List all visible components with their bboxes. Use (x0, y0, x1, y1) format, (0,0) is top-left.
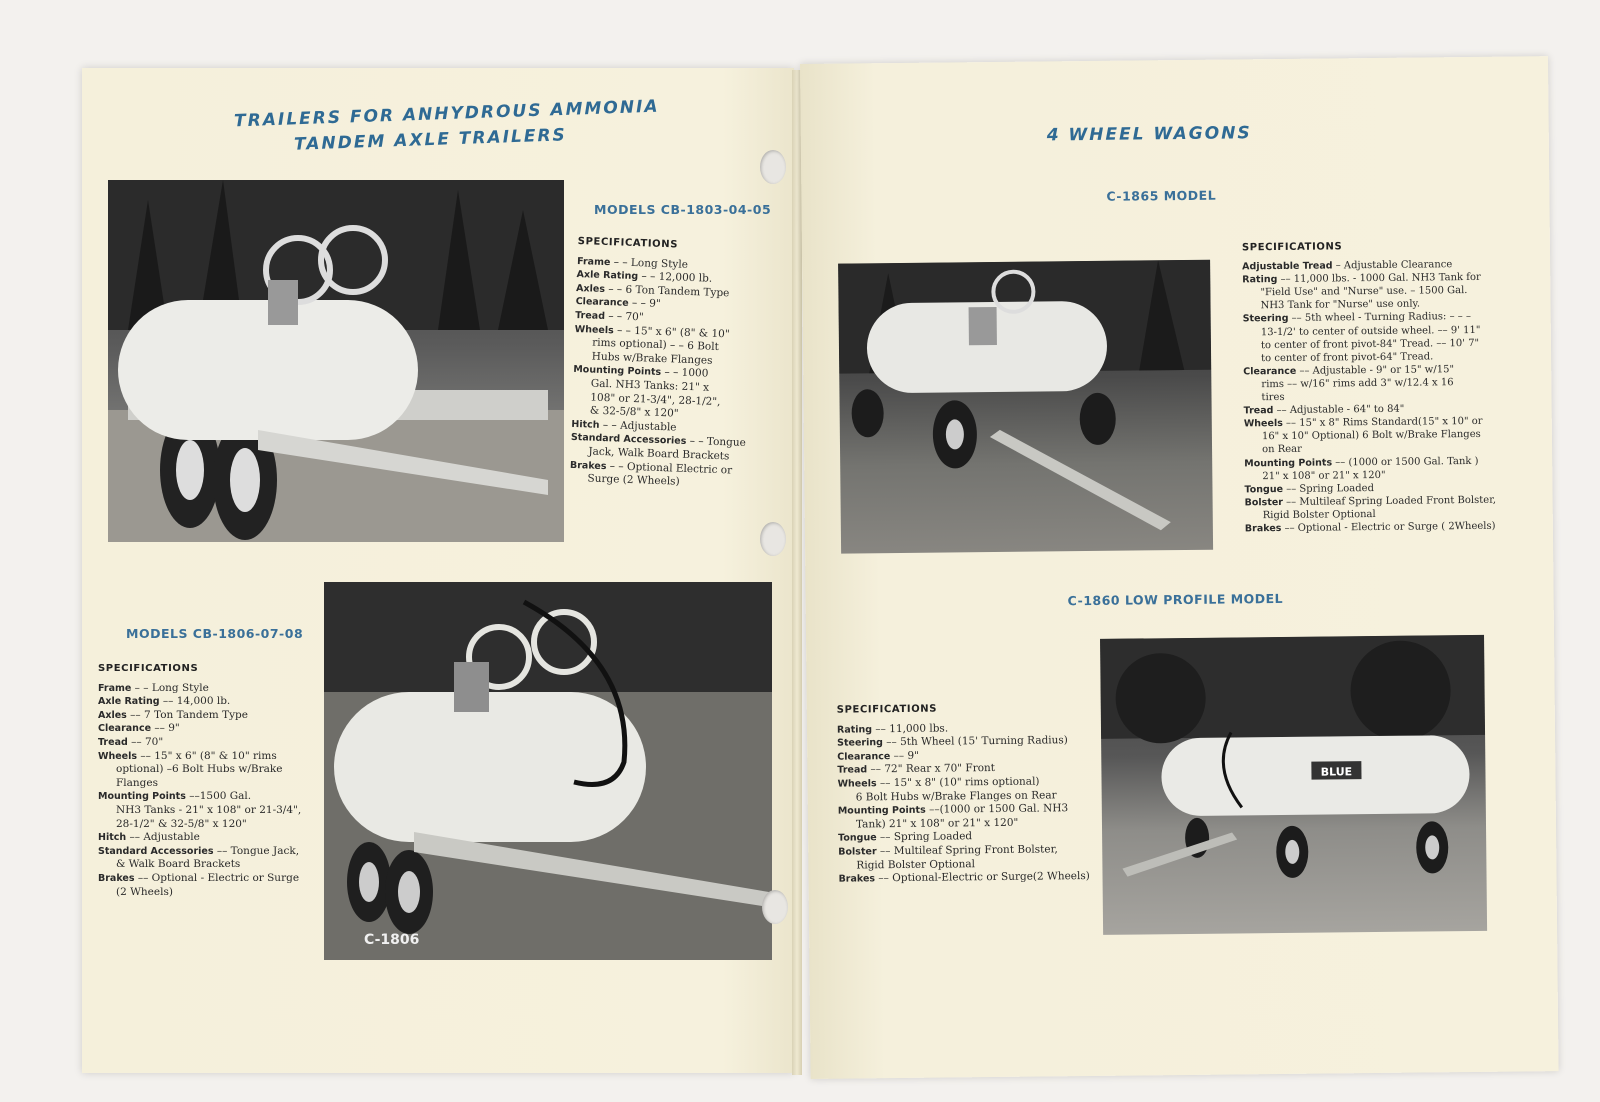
spec-key: Steering (837, 737, 883, 749)
spec-value: –– 9" (890, 749, 920, 762)
spec-key: Clearance (1243, 365, 1297, 378)
spec-value: –– Spring Loaded (1282, 482, 1374, 495)
spec-line (838, 870, 1118, 887)
spec-key: Rating (836, 723, 873, 736)
spec-key: Bolster (838, 846, 877, 858)
spec-value: – – Long Style (131, 681, 209, 694)
spec-value: –– Optional-Electric or Surge(2 Wheels) (874, 870, 1090, 885)
spec-value: & Walk Board Brackets (116, 858, 241, 871)
spec-key: Brakes (838, 873, 876, 885)
spec-value: – – Tongue (686, 435, 747, 450)
spec-key: Axle Rating (98, 696, 160, 708)
spec-line (98, 777, 318, 791)
spec-value: –– 9" (151, 722, 180, 735)
spec-key: Tread (574, 309, 606, 322)
model2-heading: MODELS CB-1806-07-08 (126, 626, 304, 641)
spec-value: ––1500 Gal. (185, 790, 252, 803)
spec-key: Brakes (1244, 522, 1282, 535)
spec-value: ––(1000 or 1500 Gal. NH3 (925, 802, 1069, 816)
spec-key: Hitch (98, 832, 127, 844)
spec-value: –– Tongue Jack, (213, 844, 300, 857)
spec-value: – – Adjustable (599, 418, 677, 434)
spec-key: Hitch (571, 418, 600, 431)
model2-spec-title: SPECIFICATIONS (98, 663, 199, 674)
spec-value: –– 70" (127, 735, 164, 748)
spec-key: Standard Accessories (570, 432, 687, 448)
spec-value: tires (1261, 391, 1285, 404)
spec-key: Tongue (1244, 483, 1284, 496)
spec-value: – – 9" (628, 297, 661, 311)
model1-spec-title: SPECIFICATIONS (577, 235, 679, 251)
spec-value: –– 14,000 lb. (159, 695, 231, 708)
spec-value: Rigid Bolster Optional (856, 857, 976, 871)
spec-value: Gal. NH3 Tanks: 21" x (590, 377, 710, 394)
spec-value: –– Adjustable - 64" to 84" (1273, 403, 1405, 417)
spec-line (98, 736, 318, 750)
spec-key: Axle Rating (576, 269, 639, 283)
spec-key: Mounting Points (837, 804, 926, 817)
trailer-photo-cb1803 (108, 180, 564, 542)
spec-line (98, 750, 318, 764)
spec-key: Tongue (838, 832, 877, 844)
spec-value: – – 6 Ton Tandem Type (604, 282, 730, 300)
spec-line (98, 831, 318, 845)
spec-value: 21" x 108" or 21" x 120" (1262, 469, 1386, 482)
spec-value: 108" or 21-3/4", 28-1/2", (590, 391, 721, 408)
spec-value: –– Multileaf Spring Loaded Front Bolster, (1282, 494, 1497, 508)
right-model2-heading: C-1860 LOW PROFILE MODEL (1067, 590, 1284, 609)
right-model2-spec-title: SPECIFICATIONS (836, 703, 938, 716)
right-model1-spec-title: SPECIFICATIONS (1241, 241, 1343, 254)
spec-value: Tank) 21" x 108" or 21" x 120" (855, 816, 1019, 831)
spec-value: –– 11,000 lbs. (871, 722, 949, 735)
spec-value: Surge (2 Wheels) (587, 472, 680, 488)
spec-value: 13-1/2' to center of outside wheel. –– 9' 11" (1260, 324, 1481, 338)
spec-value: – – 1000 (660, 366, 709, 380)
spec-value: optional) –6 Bolt Hubs w/Brake (116, 763, 283, 776)
spec-value: rims optional) – – 6 Bolt (592, 336, 720, 354)
spec-value: – – Optional Electric or (606, 459, 733, 477)
photo-caption-c1806: C-1806 (364, 932, 420, 948)
spec-value: on Rear (1262, 444, 1302, 456)
binder-hole-middle (760, 522, 786, 556)
spec-key: Brakes (569, 459, 607, 472)
spec-value: –– 15" x 8" (10" rims optional) (876, 775, 1040, 790)
spec-key: Wheels (98, 750, 138, 762)
wagon-photo-c1865 (838, 260, 1213, 554)
spec-value: – – Long Style (610, 255, 689, 271)
spec-key: Tread (1243, 405, 1274, 417)
low-profile-wagon-illustration (1100, 635, 1487, 935)
spec-value: –– Multileaf Spring Front Bolster, (876, 843, 1058, 858)
spec-key: Axles (575, 282, 606, 295)
trailer-photo-cb1806 (324, 582, 772, 960)
right-page (800, 56, 1559, 1079)
spec-line (98, 695, 318, 709)
spec-key: Clearance (837, 750, 891, 763)
spec-value: "Field Use" and "Nurse" use. – 1500 Gal. (1260, 285, 1468, 299)
left-title-line1: TRAILERS FOR ANHYDROUS AMMONIA (233, 96, 660, 132)
left-title-line2: TANDEM AXLE TRAILERS (293, 125, 568, 155)
binder-hole-bottom (762, 890, 788, 924)
spec-value: rims –– w/16" rims add 3" w/12.4 x 16 (1261, 377, 1454, 391)
binder-hole-top (760, 150, 786, 184)
spec-value: Flanges (116, 776, 158, 789)
spec-value: – Adjustable Clearance (1332, 259, 1453, 272)
spec-key: Brakes (98, 872, 135, 884)
spec-value: to center of front pivot-84" Tread. –– 10' 7" (1260, 337, 1480, 351)
spec-value: –– Optional - Electric or Surge ( 2Wheels) (1281, 520, 1496, 534)
spec-key: Wheels (574, 323, 614, 336)
spec-key: Wheels (837, 778, 877, 790)
right-model1-heading: C-1865 MODEL (1106, 187, 1217, 204)
tandem-trailer-illustration-2 (324, 582, 772, 960)
book-spine (792, 70, 802, 1075)
spec-line (98, 858, 318, 872)
spec-value: 16" x 10" Optional) 6 Bolt w/Brake Flanges (1261, 429, 1481, 443)
spec-value: 28-1/2" & 32-5/8" x 120" (116, 817, 247, 830)
spec-line (98, 872, 318, 886)
spec-line (98, 804, 318, 818)
spec-key: Clearance (575, 296, 629, 310)
spec-key: Frame (576, 255, 611, 268)
spec-key: Mounting Points (98, 791, 186, 803)
spec-line (98, 845, 318, 859)
spec-key: Tread (837, 764, 868, 777)
spec-value: (2 Wheels) (116, 885, 173, 898)
spec-value: –– Spring Loaded (876, 830, 973, 844)
right-title: 4 WHEEL WAGONS (1046, 123, 1252, 146)
spec-value: NH3 Tank for "Nurse" use only. (1260, 298, 1421, 312)
tandem-trailer-illustration (108, 180, 564, 542)
spec-value: Rigid Bolster Optional (1262, 508, 1376, 522)
wagon-photo-c1860 (1100, 635, 1487, 935)
model1-heading: MODELS CB-1803-04-05 (594, 202, 772, 217)
tank-brand-label: BLUE (1320, 765, 1353, 779)
left-page (82, 68, 794, 1073)
spec-line (98, 682, 318, 696)
spec-value: –– Adjustable - 9" or 15" w/15" (1296, 364, 1455, 377)
spec-value: – – 15" x 6" (8" & 10" (613, 323, 730, 340)
spec-value: –– 11,000 lbs. - 1000 Gal. NH3 Tank for (1277, 272, 1481, 286)
spec-key: Frame (98, 682, 132, 694)
spec-key: Mounting Points (1244, 456, 1333, 469)
right-model1-specs (1242, 238, 1545, 535)
spec-line (98, 790, 318, 804)
spec-value: –– 15" x 6" (8" & 10" rims (137, 749, 277, 762)
spec-key: Mounting Points (573, 364, 662, 379)
spec-key: Wheels (1243, 418, 1283, 430)
spec-key: Tread (98, 736, 128, 748)
spec-key: Adjustable Tread (1242, 260, 1333, 273)
spec-value: –– 5th wheel - Turning Radius: – – – (1288, 311, 1472, 325)
spec-value: & 32-5/8" x 120" (589, 404, 679, 420)
spec-value: –– 5th Wheel (15' Turning Radius) (882, 734, 1068, 749)
spec-key: Clearance (98, 723, 152, 735)
spec-value: Hubs w/Brake Flanges (591, 350, 713, 367)
right-model2-specs (837, 701, 1119, 887)
spec-key: Steering (1242, 313, 1289, 325)
spec-value: –– (1000 or 1500 Gal. Tank ) (1332, 455, 1479, 468)
spec-line (98, 763, 318, 777)
spec-key: Bolster (1244, 496, 1284, 509)
spec-line (98, 886, 318, 900)
spec-value: –– 72" Rear x 70" Front (867, 762, 996, 776)
spec-value: 6 Bolt Hubs w/Brake Flanges on Rear (855, 788, 1057, 804)
spec-key: Axles (98, 709, 127, 721)
spec-line (98, 818, 318, 832)
spec-line (1245, 519, 1545, 535)
spec-key: Standard Accessories (98, 845, 214, 857)
spec-value: to center of front pivot-64" Tread. (1261, 351, 1434, 364)
wagon-illustration (838, 260, 1213, 554)
spec-line (98, 709, 318, 723)
spec-value: –– 7 Ton Tandem Type (126, 708, 248, 721)
spec-value: Jack, Walk Board Brackets (588, 445, 730, 463)
spec-value: –– Adjustable (126, 831, 200, 844)
spec-value: – – 12,000 lb. (637, 270, 713, 285)
spec-value: – – 70" (604, 309, 644, 324)
spec-value: –– Optional - Electric or Surge (134, 871, 300, 884)
spec-key: Rating (1242, 274, 1278, 286)
spec-value: –– 15" x 8" Rims Standard(15" x 10" or (1282, 416, 1483, 430)
model2-specs (98, 662, 318, 899)
spec-line (98, 722, 318, 736)
model1-specs (569, 235, 778, 493)
spec-value: NH3 Tanks - 21" x 108" or 21-3/4", (116, 803, 302, 816)
